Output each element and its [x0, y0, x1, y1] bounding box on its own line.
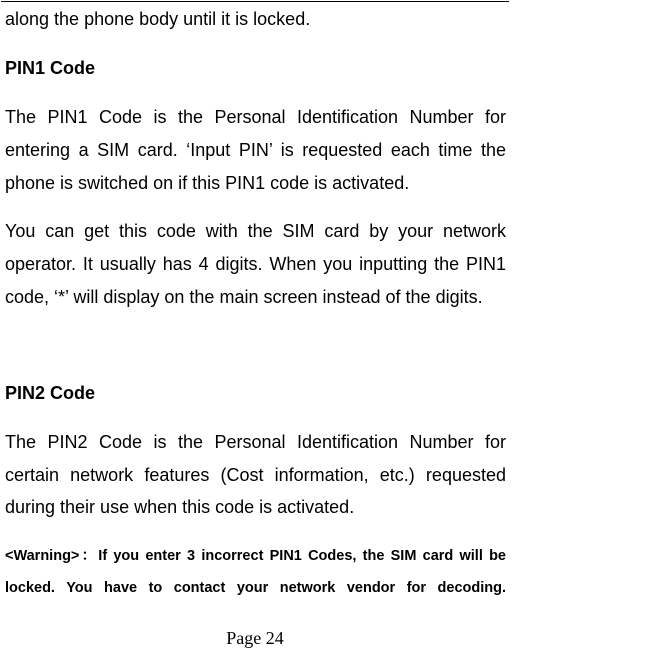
intro-line: along the phone body until it is locked.	[5, 9, 311, 29]
pin2-heading: PIN2 Code	[5, 383, 96, 403]
warning-line2: locked. You have to contact your network vendor for decoding.	[5, 580, 506, 596]
pin1-para1-line2: entering a SIM card. ‘Input PIN’ is requested each time the	[5, 140, 506, 160]
pin1-para2-line2: operator. It usually has 4 digits. When you inputting the PIN1	[5, 254, 506, 274]
pin1-para2-line3: code, ‘*’ will display on the main screen instead of the digits.	[5, 287, 483, 307]
page-number: Page 24	[226, 628, 284, 648]
pin2-para1-line2: certain network features (Cost information, etc.) requested	[5, 465, 506, 485]
pin2-para1-line3: during their use when this code is activated.	[5, 497, 355, 517]
pin1-heading: PIN1 Code	[5, 58, 96, 78]
pin1-para1-line3: phone is switched on if this PIN1 code is activated.	[5, 173, 410, 193]
pin2-para1-line1: The PIN2 Code is the Personal Identification Number for	[5, 432, 506, 452]
warning-line1: <Warning>：If you enter 3 incorrect PIN1 Codes, the SIM card will be	[5, 548, 506, 564]
header-rule	[1, 1, 509, 2]
pin1-para1-line1: The PIN1 Code is the Personal Identification Number for	[5, 107, 506, 127]
pin1-para2-line1: You can get this code with the SIM card by your network	[5, 221, 506, 241]
